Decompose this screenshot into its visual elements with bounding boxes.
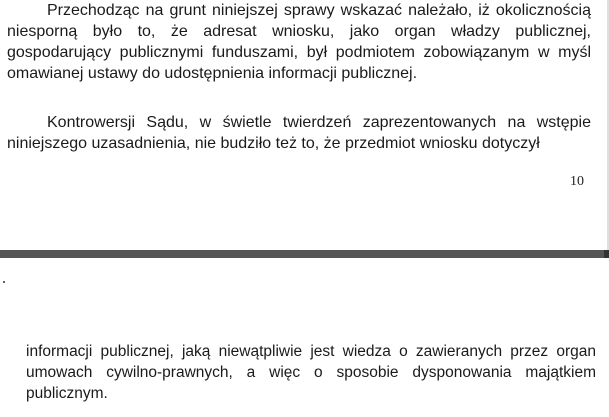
- paragraph-informacja-publiczna: informacji publicznej, jaką niewątpliwie jest wiedza o zawieranych przez organ umowach cywilno-prawnych, a więc o sposobie dysponowania majątkiem publicznym.: [26, 343, 596, 402]
- paragraph-kontrowersje-sadu: Kontrowersji Sądu, w świetle twierdzeń zaprezentowanych na wstępie niniejszego uzasadnienia, nie budziło też to, że przedmiot wniosku dotyczył: [7, 114, 591, 152]
- page-break-divider: [0, 250, 609, 258]
- paragraph-niesporne-okolicznosci: Przechodząc na grunt niniejszej sprawy wskazać należało, iż okolicznością niesporną było to, że adresat wniosku, jako organ władzy publicznej, gospodarujący publicznymi funduszami, był podmiotem zobowiązanym w myśl omawianej ustawy do udostępnienia informacji publicznej.: [7, 2, 591, 82]
- divider-end-cap: [604, 250, 609, 258]
- page-number: 10: [570, 174, 584, 189]
- scan-speck-mark: [3, 281, 5, 283]
